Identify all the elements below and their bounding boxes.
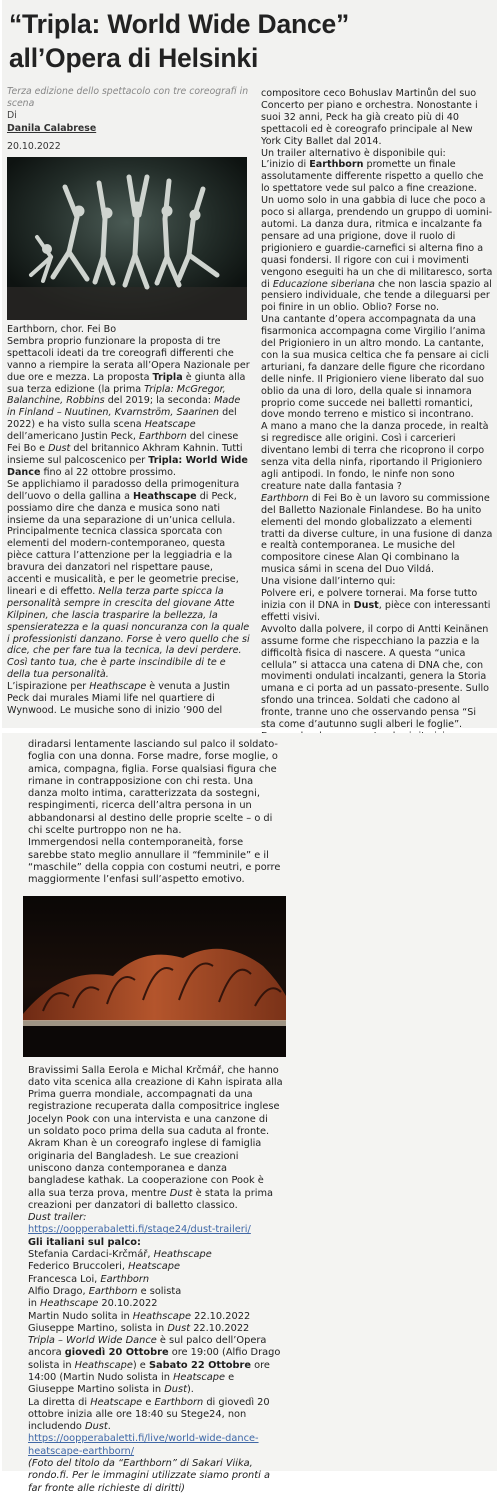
paragraph-heathscape: Se applichiamo il paradosso della primogenitura dell’uovo o della gallina a Heathscape di Peck, possiamo dire che danza e musica sono nati insieme da una separazione di un’unica cellula. Principalmente tecnica classica sporcata con elementi del modern-contemporaneo, questa pièce cattura l’attenzione per la leggiadria e la bravura dei danzatori nel rispettare pause, accenti e musicalità, e per le geometrie precise, lineari e di effetto. Nella terza parte spicca la personalità sempre in crescita del giovane Atte Kilpinen, che lascia trasparire la bellezza, la spensieratezza e la quasi noncuranza con la quale i professionisti danzano. Forse è vero quello che si dice, che per fare tua la tecnica, la devi perdere. Così tanto tua, che è parte inscindibile di te e della tua personalità. [7, 478, 250, 681]
italian-dancer-6: Giuseppe Martino, solista in Dust 22.10.2022 [28, 1322, 250, 1334]
paragraph-live-stream: La diretta di Heatscape e Earthborn di giovedì 20 ottobre inizia alle ore 18:40 su Stege24, non includendo Dust. https://oopperabaletti.fi/live/world-wide-dance-heatscape-earthborn/ [28, 1396, 270, 1457]
article-page-bottom [2, 733, 497, 1494]
lower-column [28, 739, 283, 1495]
paragraph-soldier: diradarsi lentamente lasciando sul palco il soldato-foglia con una donna. Forse madre, forse moglie, o amica, compagna, figlia. Forse qualsiasi figura che rimane in contrapposizione con chi resta. Una danza molto intima, caratterizzata da sostegni, respingimenti, ricerca dell’altra persona in un abbandonarsi al destino delle proprie scelte – o di chi scelte purtroppo non ne ha. [28, 739, 278, 837]
paragraph-intro: Sembra proprio funzionare la proposta di tre spettacoli ideati da tre coreografi differenti che vanno a riempire la serata all’Opera Nazionale per due ore e mezza. La proposta Tripla è giunta alla sua terza edizione (la prima Tripla: McGregor, Balanchine, Robbins del 2019; la seconda: Made in Finland – Nuutinen, Kvarnström, Saarinen del 2022) e ha visto sulla scena Heatscape dell’americano Justin Peck, Earthborn del cinese Fei Bo e Dust del britannico Akhram Kahnin. Tutti insieme sul palcoscenico per Tripla: World Wide Dance fino al 22 ottobre prossimo. [7, 335, 250, 478]
left-column [7, 86, 250, 717]
paragraph-akram-khan: Akram Khan è un coreografo inglese di famiglia originaria del Bangladesh. Le sue creazioni uniscono danza contemporanea e danza bangladese kathak. La cooperazione con Pook è alla sua terza prova, mentre Dust è stata la prima creazioni per danzatori di balletto classico. [28, 1138, 274, 1211]
dust-photo [23, 896, 286, 1057]
paragraph-contemporary: Immergendosi nella contemporaneità, forse sarebbe stato meglio annullare il “femminile” e il “maschile” della coppia con costumi neutri, e porre maggiormente l’enfasi sull’aspetto emotivo. [28, 837, 281, 886]
paragraph-commission: Earthborn di Fei Bo è un lavoro su commissione del Balletto Nazionale Finlandese. Bo ha unito elementi del mondo globalizzato a elementi tratti da diverse culture, in una fusione di danza e realtà contemporanea. Le musiche del compositore cinese Alan Qi combinano la musica sámi in scena del Duo Vildá. [261, 492, 493, 576]
article-subtitle [7, 86, 250, 110]
trailer-note: Un trailer alternativo è disponibile qui: [261, 147, 446, 159]
earthborn-dancers-image [7, 157, 247, 320]
dust-trailer-label: Dust trailer: [28, 1212, 87, 1224]
paragraph-earthborn-start: L’inizio di Earthborn promette un finale assolutamente differente rispetto a quello che lo spettatore vede sul palco a fine creazione. [261, 159, 484, 195]
paragraph-schedule: Tripla – World Wide Dance è sul palco dell’Opera ancora giovedì 20 Ottobre ore 19:00 (Alfio Drago solista in Heathscape) e Sabato 22 Ottobre ore 14:00 (Martin Nudo solista in Heatscape e Giuseppe Martino solista in Dust). [28, 1335, 281, 1396]
author-link[interactable]: Danila Calabrese [7, 123, 97, 134]
title-line-2: all’Opera di Helsinki [9, 43, 259, 73]
paragraph-composer: compositore ceco Bohuslav Martinůn del suo Concerto per piano e orchestra. Nonostante i suoi 32 anni, Peck ha già creato più di 40 spettacoli ed è coreografo principale al New York City Ballet dal 2014. [261, 88, 478, 147]
paragraph-origins: A mano a mano che la danza procede, in realtà si regredisce alle origini. Così i carcerieri diventano lembi di terra che ricoprono il corpo senza vita della ninfa, riportando il Prigioniero agli antipodi. In fondo, le ninfe non sono creature nate dalla fantasia ? [261, 421, 489, 492]
subtitle-line-2: scena [7, 98, 35, 109]
earthborn-photo [7, 157, 247, 320]
paragraph-inspiration: L’ispirazione per Heathscape è venuta a Justin Peck dai murales Miami life nel quartiere di Wynwood. Le musiche sono di inizio ’900 del [7, 681, 230, 716]
dust-dancers-image [23, 896, 286, 1057]
subtitle-line-1: Terza edizione dello spettacolo con tre coreografi in [7, 86, 249, 97]
paragraph-prison: Un uomo solo in una gabbia di luce che poco a poco si allarga, prendendo un gruppo di uomini-automi. La danza dura, ritmica e incalzante fa pensare ad una prigione, dove il ruolo di prigioniero e guardie-carnefici si alterna fino a quasi fondersi. Il rigore con cui i movimenti vengono eseguiti ha un che di militaresco, sorta di Educazione siberiana che non lascia spazio al pensiero individuale, che tende a dileguarsi per poi finire in un oblio. Oblio? Forse no. [261, 195, 493, 314]
paragraph-dust-body: Avvolto dalla polvere, il corpo di Antti Keinänen assume forme che rispecchiano la pazzia e la difficoltà fisica di nascere. A questa “unica cellula” si attacca una catena di DNA che, con movimenti ondulati incalzanti, genera la Storia umana e ci porta ad un passato-presente. Sullo sfondo una trincea. Soldati che cadono al fronte, tranne uno che osservando pensa “Si sta come d’autunno sugli alberi le foglie”. [261, 623, 490, 731]
italian-dancer-2: Federico Bruccoleri, Heatscape [28, 1261, 181, 1273]
photo-credits: (Foto del titolo da “Earthborn” di Sakari Viika, rondo.fi. Per le immagini utilizzate siamo pronti a far fronte alle richieste di diritti) [28, 1458, 270, 1494]
paragraph-dust-intro: Polvere eri, e polvere tornerai. Ma forse tutto inizia con il DNA in Dust, pièce con interessanti effetti visivi. [261, 588, 491, 623]
dust-trailer-link[interactable]: https://oopperabaletti.fi/stage24/dust-traileri/ [28, 1224, 251, 1236]
by-label: Di [7, 110, 17, 121]
inside-view-note: Una visione dall’interno qui: [261, 576, 396, 588]
title-line-1: “Tripla: World Wide Dance” [9, 9, 350, 39]
right-column [261, 88, 493, 767]
publish-date: 20.10.2022 [7, 141, 61, 152]
italian-dancer-5: Martin Nudo solita in Heathscape 22.10.2022 [28, 1310, 251, 1322]
italian-dancer-4: Alfio Drago, Earthborn e solista [28, 1285, 182, 1297]
paragraph-performers: Bravissimi Salla Eerola e Michal Krčmář, che hanno dato vita scenica alla creazione di Kahn ispirata alla Prima guerra mondiale, accompagnati da una registrazione recuperata dalla compositrice inglese Jocelyn Pook con una intervista e una canzone di un soldato poco prima della sua caduta al fronte. [28, 1064, 283, 1138]
italian-dancer-1: Stefania Cardaci-Krčmář, Heathscape [28, 1249, 212, 1261]
italian-dancer-3: Francesca Loi, Earthborn [28, 1273, 150, 1285]
paragraph-singer: Una cantante d’opera accompagnata da una fisarmonica accompagna come Virgilio l’anima del Prigioniero in un altro mondo. La cantante, con la sua musica celtica che fa pensare ai cicli arturiani, fa danzare delle figure che ricordano delle ninfe. Il Prigioniero viene liberato dal suo oblio da una di loro, della quale si innamora proprio come succede nei balletti romantici, dove mondo terreno e mistico si incontrano. [261, 314, 490, 421]
article-title [9, 7, 489, 75]
photo-caption: Earthborn, chor. Fei Bo [7, 324, 117, 335]
live-stream-link[interactable]: https://oopperabaletti.fi/live/world-wide-dance-heatscape-earthborn/ [28, 1433, 259, 1457]
italians-heading: Gli italiani sul palco: [28, 1236, 141, 1248]
italian-dancer-4-detail: in Heathscape 20.10.2022 [28, 1298, 158, 1310]
article-page-top [2, 0, 497, 731]
